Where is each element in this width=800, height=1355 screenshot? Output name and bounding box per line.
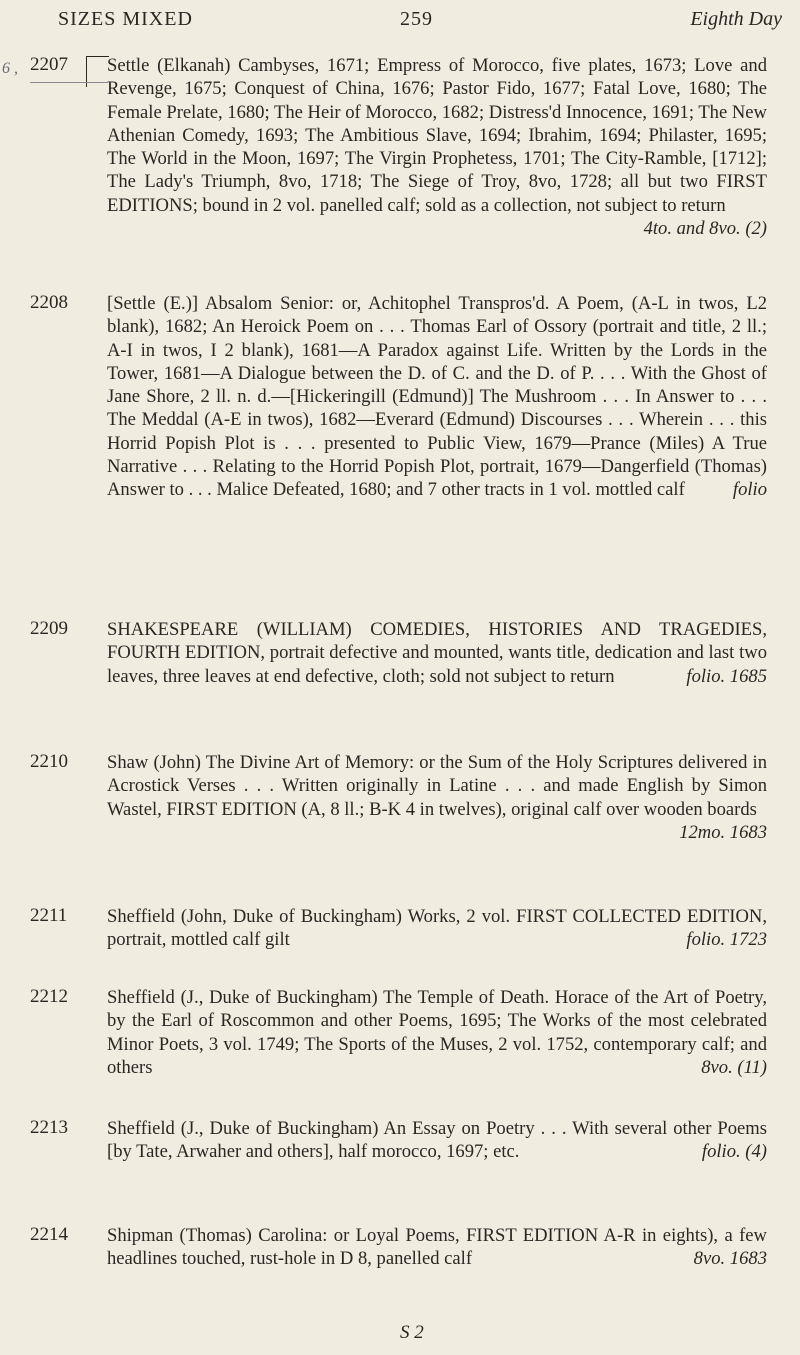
lot-description <box>107 618 767 688</box>
lot-description <box>107 1117 767 1164</box>
signature-mark: S 2 <box>400 1322 424 1343</box>
running-header <box>58 8 782 44</box>
lot-text: Settle (Elkanah) Cambyses, 1671; Empress of Morocco, five plates, 1673; Love and Revenge, 1675; Conquest of China, 1676; Pastor Fido, 1677; Fatal Love, 1680; The Female Prelate, 1680; The Heir of Morocco, 1682; Distress'd Innocence, 1691; The New Athenian Comedy, 1693; The Ambitious Slave, 1694; Ibrahim, 1694; Philaster, 1695; The World in the Moon, 1697; The Virgin Prophetess, 1701; The City-Ramble, [1712]; The Lady's Triumph, 8vo, 1718; The Siege of Troy, 8vo, 1728; all but two FIRST EDITIONS; bound in 2 vol. panelled calf; sold as a collection, not subject to return <box>107 55 767 216</box>
lot-text: Shaw (John) The Divine Art of Memory: or the Sum of the Holy Scriptures delivered in Acrostick Verses . . . Written originally in Latine . . . and made English by Simon Wastel, FIRST EDITION (A, 8 ll.; B-K 4 in twelves), original calf over wooden boards <box>107 752 767 820</box>
page-number: 259 <box>400 8 433 30</box>
lot-format: 8vo. (11) <box>701 1056 767 1078</box>
pencil-underline-mark <box>30 82 108 83</box>
lot-number: 2212 <box>30 986 68 1007</box>
lot-format: folio. 1685 <box>686 665 767 687</box>
lot-number: 2211 <box>30 905 68 926</box>
header-day: Eighth Day <box>690 8 782 30</box>
lot-text: SHAKESPEARE (WILLIAM) COMEDIES, HISTORIES AND TRAGEDIES, FOURTH EDITION, portrait defective and mounted, wants title, dedication and last two leaves, three leaves at end defective, cloth; sold not subject to return <box>107 619 767 687</box>
lot-text: Sheffield (John, Duke of Buckingham) Works, 2 vol. FIRST COLLECTED EDITION, portrait, mottled calf gilt <box>107 906 767 951</box>
lot-description <box>107 54 767 240</box>
lot-number: 2210 <box>30 751 68 772</box>
lot-description <box>107 292 767 502</box>
lot-format: folio. 1723 <box>686 929 767 951</box>
lot-number: 2207 <box>30 54 68 75</box>
pencil-margin-note: 6 , <box>2 60 18 77</box>
lot-format: 8vo. 1683 <box>693 1248 767 1270</box>
lot-text: Shipman (Thomas) Carolina: or Loyal Poems, FIRST EDITION A-R in eights), a few headlines touched, rust-hole in D 8, panelled calf <box>107 1225 767 1270</box>
lot-description <box>107 986 767 1079</box>
lot-text: [Settle (E.)] Absalom Senior: or, Achitophel Transpros'd. A Poem, (A-L in twos, L2 blank), 1682; An Heroick Poem on . . . Thomas Earl of Ossory (portrait and title, 2 ll.; A-I in twos, I 2 blank), 1681—A Paradox against Life. Written by the Lords in the Tower, 1681—A Dialogue between the D. of C. and the D. of P. . . . With the Ghost of Jane Shore, 2 ll. n. d.—[Hickeringill (Edmund)] The Mushroom . . . In Answer to . . . The Meddal (A-E in twos), 1682—Everard (Edmund) Discourses . . . Wherein . . . this Horrid Popish Plot is . . . presented to Public View, 1679—Prance (Miles) A True Narrative . . . Relating to the Horrid Popish Plot, portrait, 1679—Dangerfield (Thomas) Answer to . . . Malice Defeated, 1680; and 7 other tracts in 1 vol. mottled calf <box>107 293 767 501</box>
lot-format: 4to. and 8vo. (2) <box>643 218 767 240</box>
lot-format: folio. (4) <box>701 1141 767 1163</box>
lot-number: 2214 <box>30 1224 68 1245</box>
lot-format: 12mo. 1683 <box>679 821 767 843</box>
lot-number: 2208 <box>30 292 68 313</box>
lot-number: 2213 <box>30 1117 68 1138</box>
lot-number: 2209 <box>30 618 68 639</box>
lot-description <box>107 905 767 952</box>
lot-format: folio <box>732 479 767 501</box>
lot-description <box>107 751 767 844</box>
lot-text: Sheffield (J., Duke of Buckingham) The Temple of Death. Horace of the Art of Poetry, by the Earl of Roscommon and other Poems, 1695; The Works of the most celebrated Minor Poets, 3 vol. 1749; The Sports of the Muses, 2 vol. 1752, contemporary calf; and others <box>107 987 767 1078</box>
header-section-title: SIZES MIXED <box>58 8 193 30</box>
lot-description <box>107 1224 767 1271</box>
lot-text: Sheffield (J., Duke of Buckingham) An Essay on Poetry . . . With several other Poems [by Tate, Arwaher and others], half morocco, 1697; etc. <box>107 1118 767 1163</box>
